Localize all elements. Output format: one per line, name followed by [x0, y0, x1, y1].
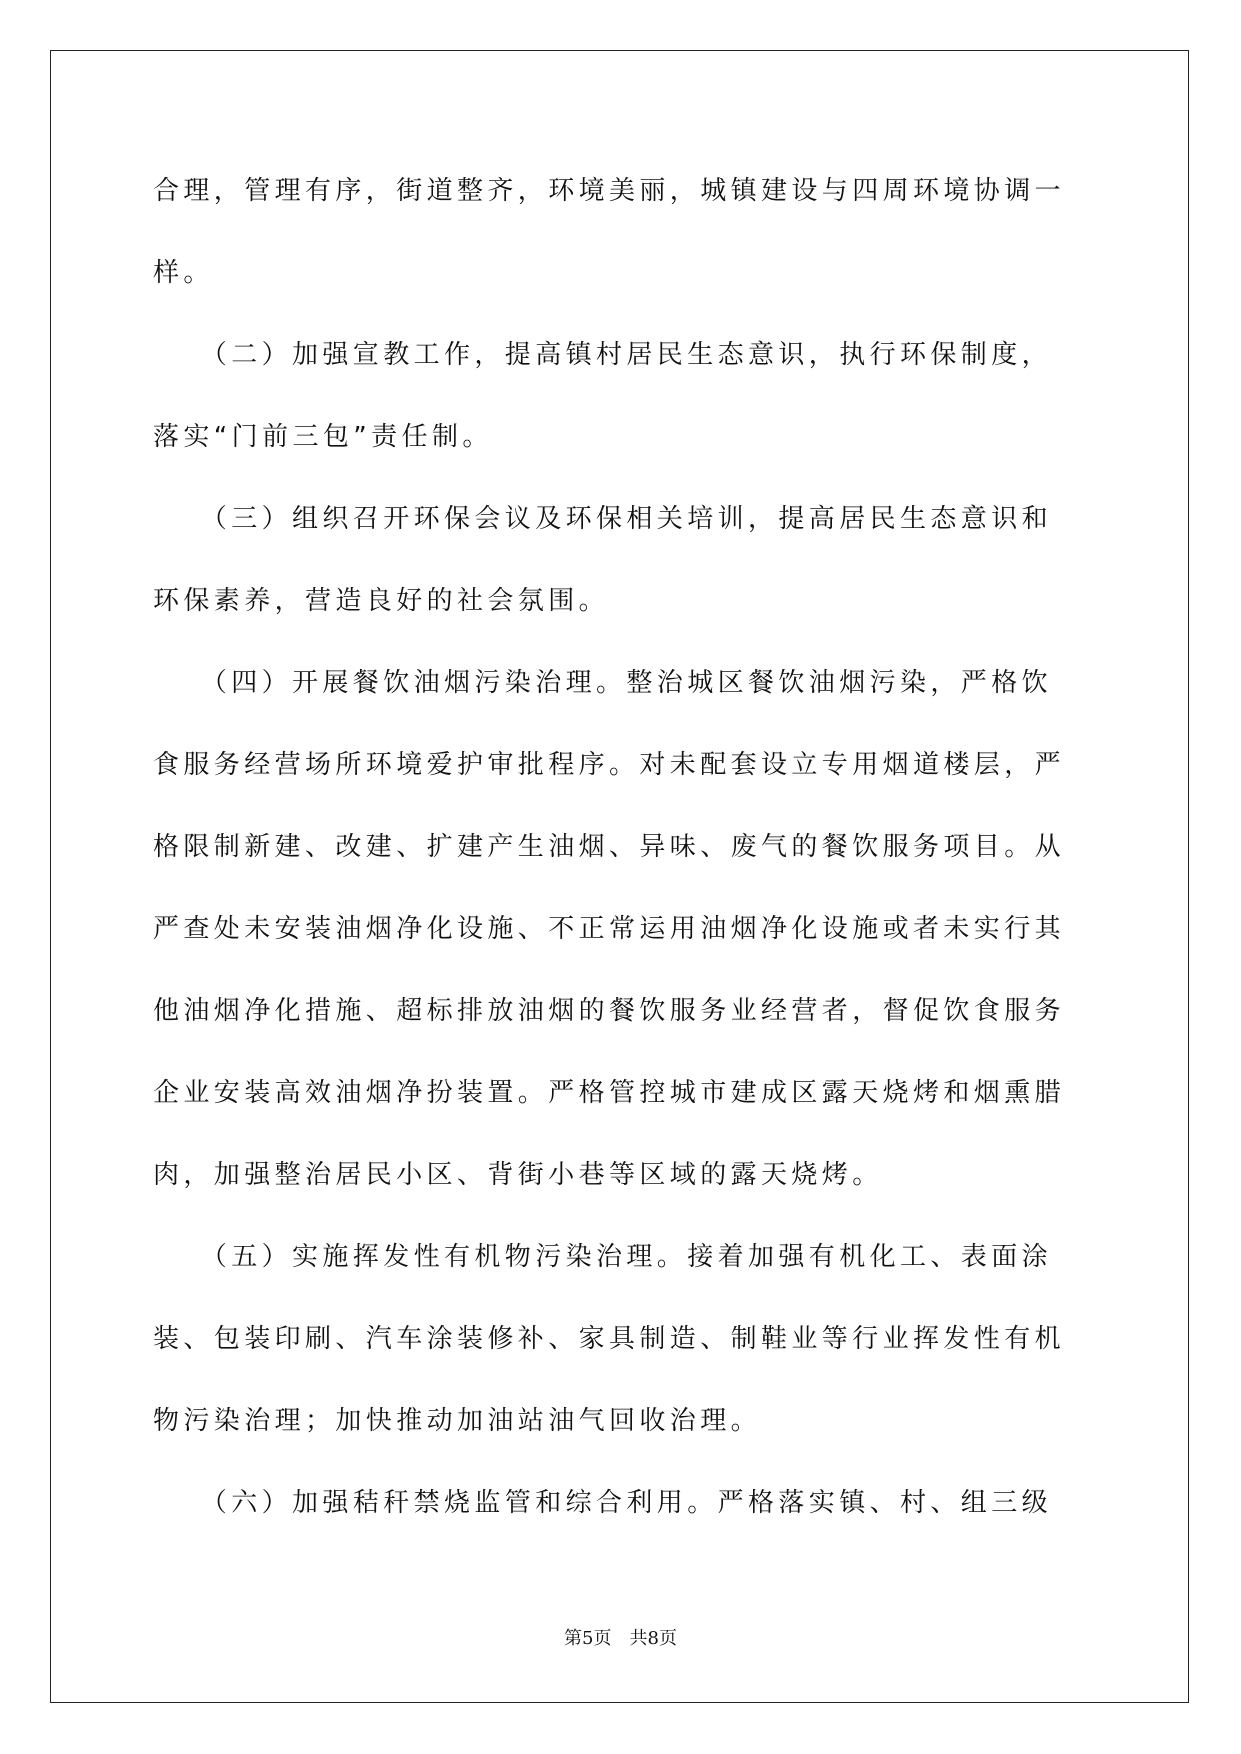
- text-line: 合理，管理有序，街道整齐，环境美丽，城镇建设与四周环境协调一: [153, 176, 1066, 206]
- text-line: 样。: [153, 258, 214, 288]
- text-line: 他油烟净化措施、超标排放油烟的餐饮服务业经营者，督促饮食服务: [153, 996, 1066, 1026]
- text-line: （二）加强宣教工作，提高镇村居民生态意识，执行环保制度，: [153, 340, 1053, 370]
- text-line: 环保素养，营造良好的社会氛围。: [153, 586, 610, 616]
- text-line: 格限制新建、改建、扩建产生油烟、异味、废气的餐饮服务项目。从: [153, 832, 1066, 862]
- text-line: 肉，加强整治居民小区、背街小巷等区域的露天烧烤。: [153, 1160, 883, 1190]
- text-line: （四）开展餐饮油烟污染治理。整治城区餐饮油烟污染，严格饮: [153, 668, 1053, 698]
- text-line: 物污染治理；加快推动加油站油气回收治理。: [153, 1406, 762, 1436]
- document-body: [153, 166, 1087, 1560]
- text-line: （六）加强秸秆禁烧监管和综合利用。严格落实镇、村、组三级: [153, 1488, 1053, 1518]
- text-line: 装、包装印刷、汽车涂装修补、家具制造、制鞋业等行业挥发性有机: [153, 1324, 1066, 1354]
- text-line: 严查处未安装油烟净化设施、不正常运用油烟净化设施或者未实行其: [153, 914, 1066, 944]
- text-line: 食服务经营场所环境爱护审批程序。对未配套设立专用烟道楼层，严: [153, 750, 1066, 780]
- page-footer: 第5页 共8页: [564, 1628, 677, 1649]
- text-line: （五）实施挥发性有机物污染治理。接着加强有机化工、表面涂: [153, 1242, 1053, 1272]
- text-line: 企业安装高效油烟净扮装置。严格管控城市建成区露天烧烤和烟熏腊: [153, 1078, 1066, 1108]
- text-line: 落实“门前三包”责任制。: [153, 422, 493, 452]
- text-line: （三）组织召开环保会议及环保相关培训，提高居民生态意识和: [153, 504, 1053, 534]
